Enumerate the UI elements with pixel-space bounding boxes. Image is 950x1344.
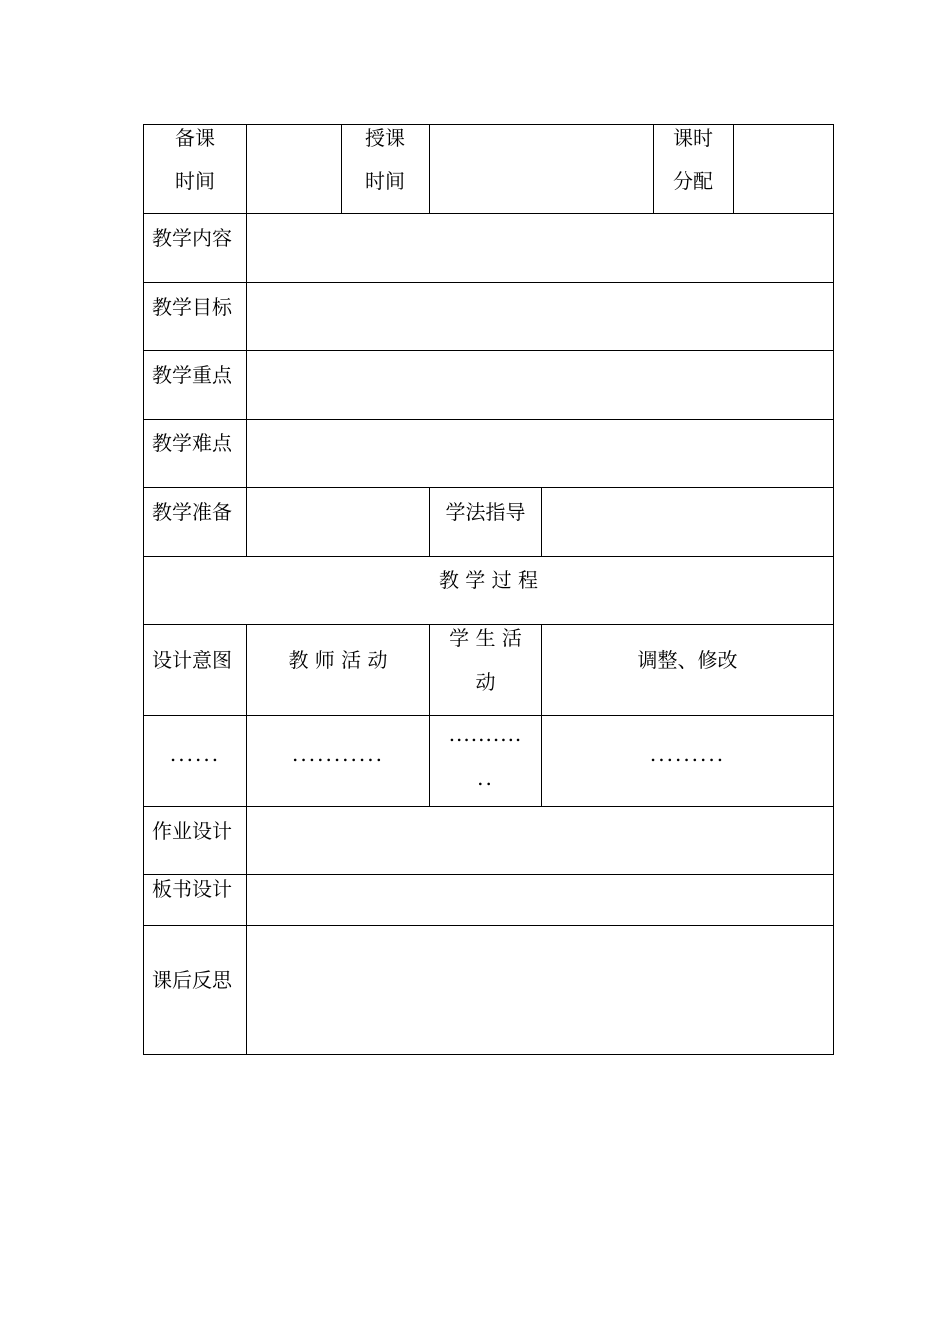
difficulty-label: 教学难点 <box>152 431 232 455</box>
reflection-label: 课后反思 <box>152 968 232 992</box>
col-divider <box>341 124 342 214</box>
intent-header: 设计意图 <box>152 648 232 672</box>
key-point-label: 教学重点 <box>152 363 232 387</box>
intent-placeholder-dots: ...... <box>169 742 221 766</box>
student-activity-header-line1: 学 生 活 <box>449 626 522 650</box>
student-placeholder-dots-line1: .......... <box>448 722 523 746</box>
prep-time-label-line2: 时间 <box>175 169 215 193</box>
process-title: 教 学 过 程 <box>438 568 539 592</box>
prep-label: 教学准备 <box>152 500 232 524</box>
prep-time-label-line1: 备课 <box>175 126 215 150</box>
adjust-placeholder-dots: ......... <box>649 742 726 766</box>
col-divider <box>653 124 654 214</box>
teacher-placeholder-dots: ........... <box>292 742 384 766</box>
board-design-label: 板书设计 <box>152 877 232 901</box>
col-divider <box>733 124 734 214</box>
teacher-activity-header: 教 师 活 动 <box>288 648 388 672</box>
content-label: 教学内容 <box>152 226 232 250</box>
teach-time-label-line2: 时间 <box>365 169 405 193</box>
student-placeholder-dots-line2: .. <box>477 766 494 790</box>
period-label-line1: 课时 <box>673 126 713 150</box>
period-label-line2: 分配 <box>673 169 713 193</box>
method-label: 学法指导 <box>445 500 526 524</box>
teach-time-label-line1: 授课 <box>365 126 405 150</box>
adjust-header: 调整、修改 <box>637 648 738 672</box>
homework-label: 作业设计 <box>152 819 232 843</box>
table-border-right <box>833 124 834 1055</box>
goal-label: 教学目标 <box>152 295 232 319</box>
student-activity-header-line2: 动 <box>475 670 496 694</box>
col-divider <box>429 124 430 214</box>
col-divider <box>541 487 542 557</box>
